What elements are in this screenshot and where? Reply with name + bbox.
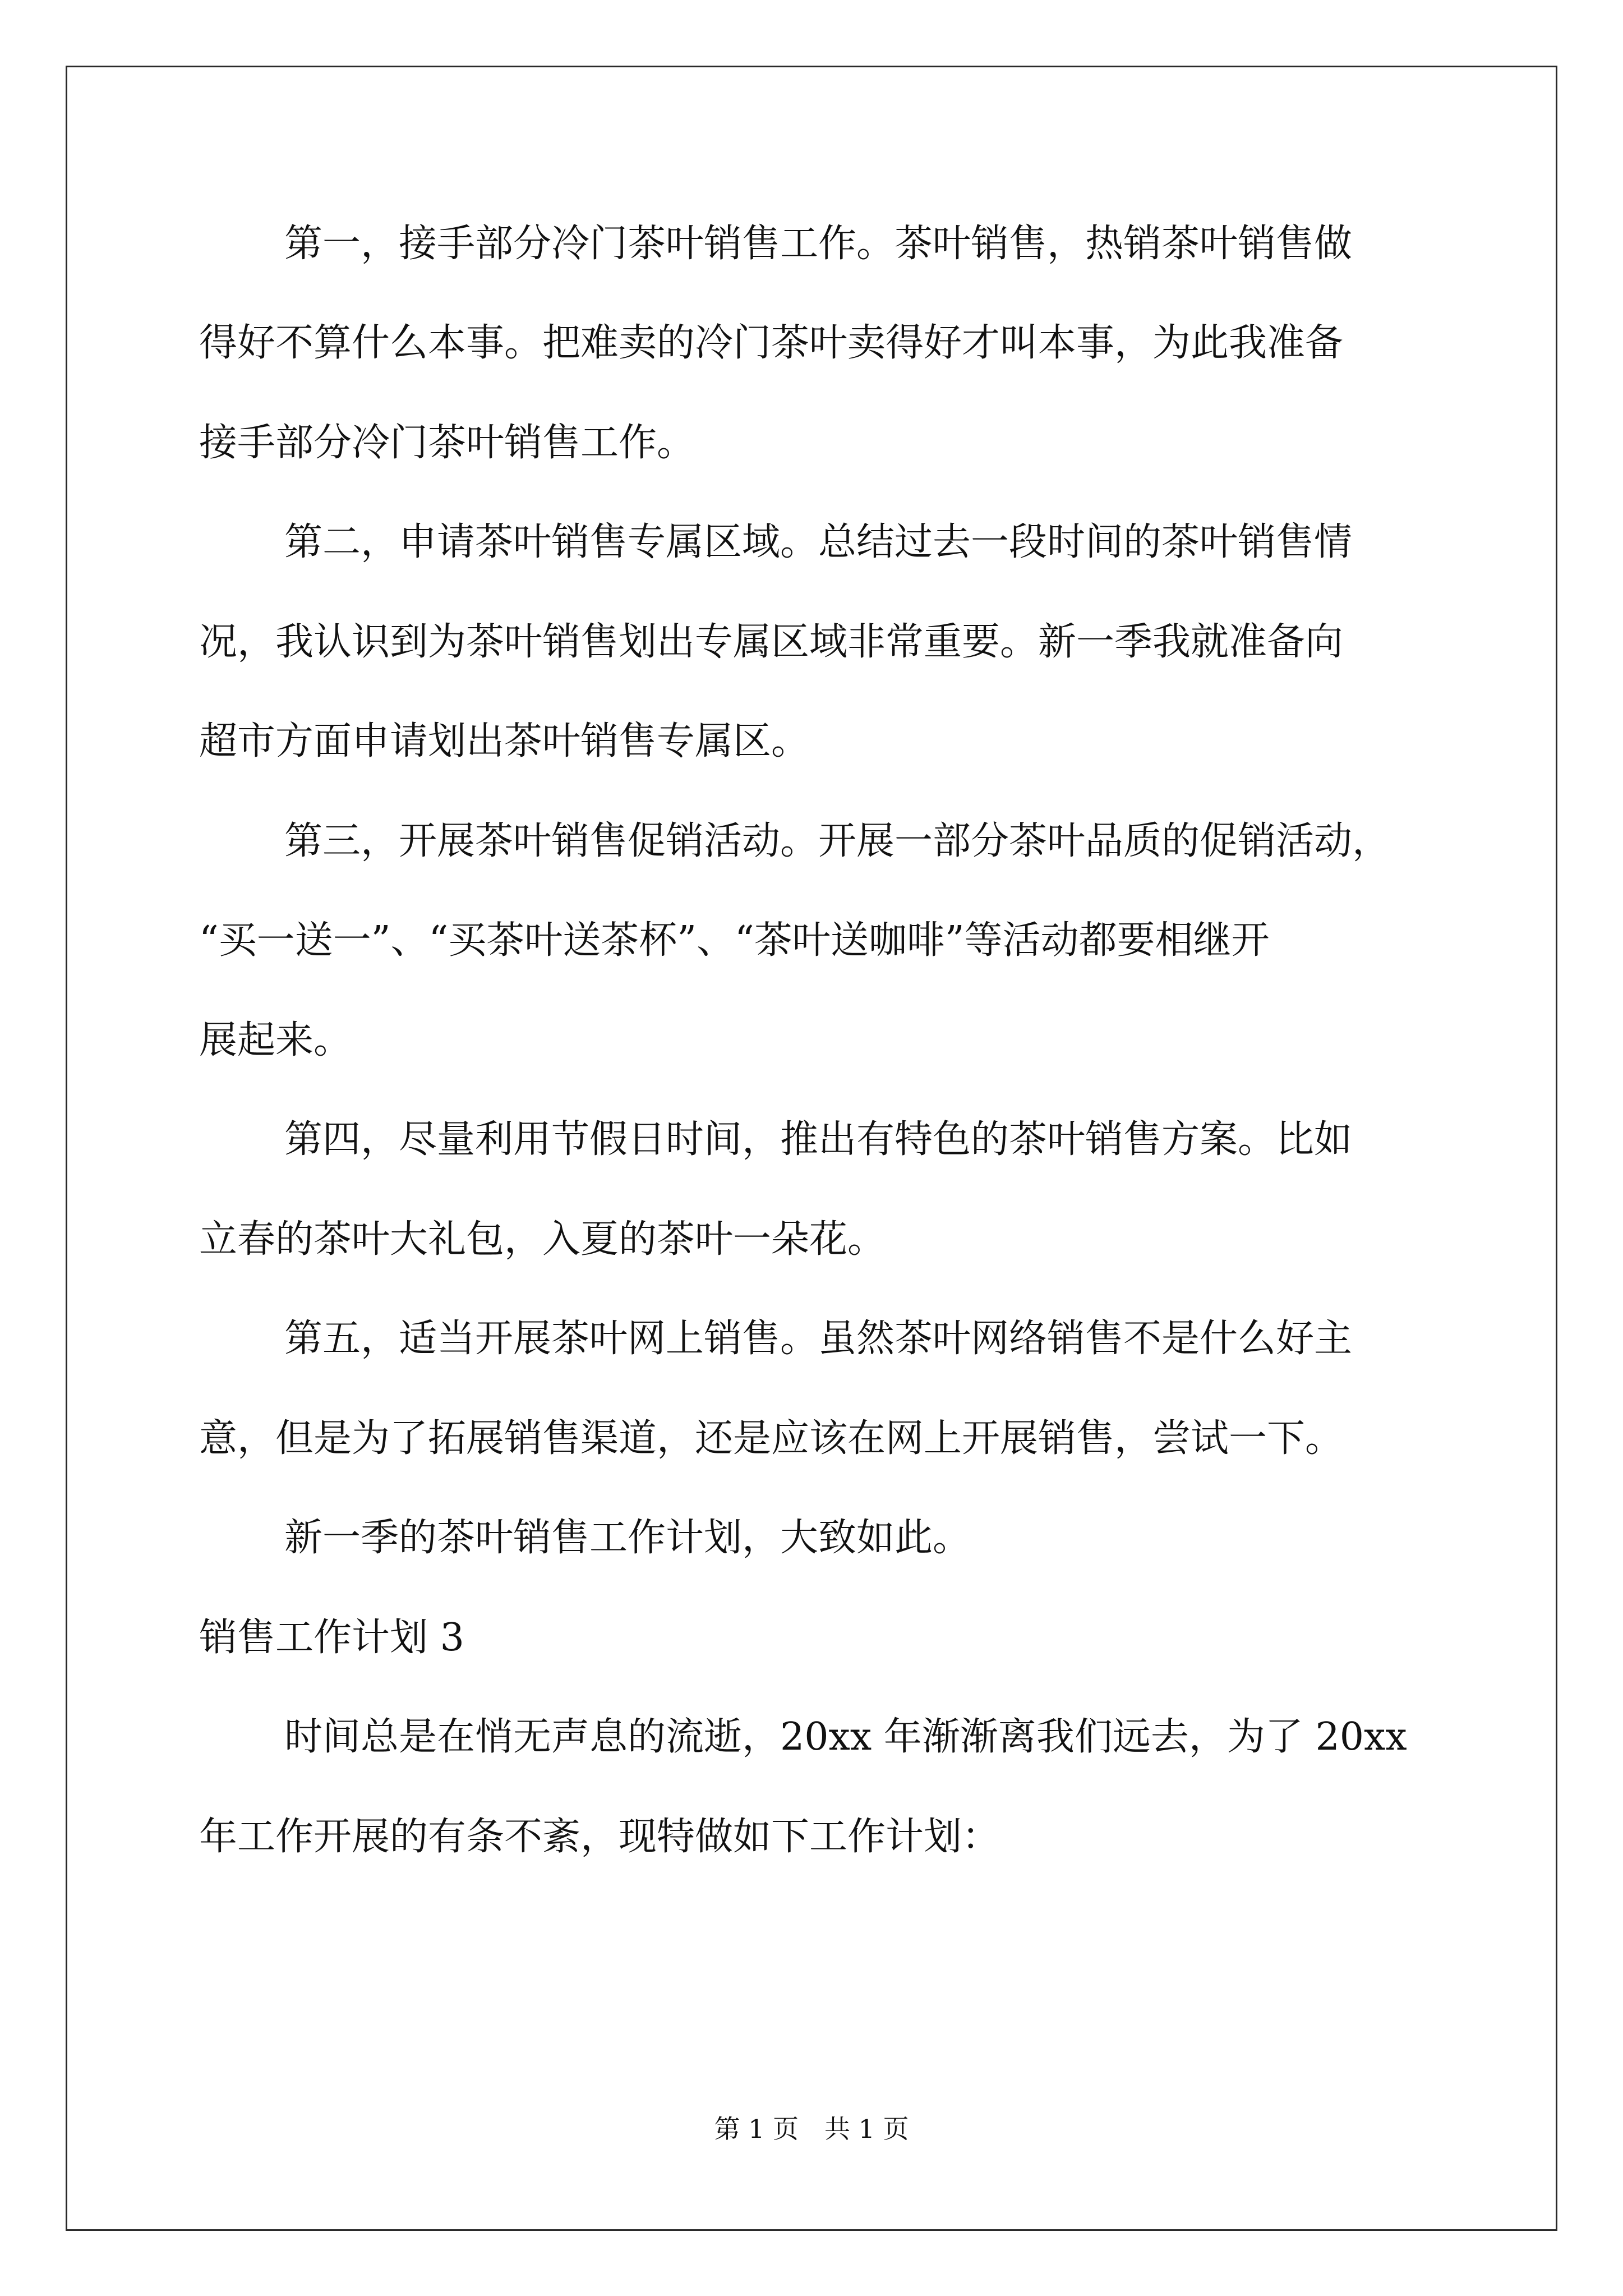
paragraph-4-line-2: 立春的茶叶大礼包，入夏的茶叶一朵花。 [199,1217,886,1262]
paragraph-2-line-2: 况，我认识到为茶叶销售划出专属区域非常重要。新一季我就准备向 [199,620,1344,664]
paragraph-4-line-1: 第四，尽量利用节假日时间，推出有特色的茶叶销售方案。比如 [284,1117,1353,1162]
paragraph-5-line-2: 意，但是为了拓展销售渠道，还是应该在网上开展销售，尝试一下。 [199,1416,1344,1461]
paragraph-6-line-1: 新一季的茶叶销售工作计划，大致如此。 [284,1516,971,1560]
paragraph-2-line-1: 第二，申请茶叶销售专属区域。总结过去一段时间的茶叶销售情 [284,520,1353,564]
paragraph-3-line-3: 展起来。 [199,1018,352,1062]
section-heading: 销售工作计划 3 [199,1616,464,1660]
paragraph-3-line-1: 第三，开展茶叶销售促销活动。开展一部分茶叶品质的促销活动， [284,819,1391,863]
paragraph-2-line-3: 超市方面申请划出茶叶销售专属区。 [199,719,810,763]
paragraph-5-line-1: 第五，适当开展茶叶网上销售。虽然茶叶网络销售不是什么好主 [284,1317,1353,1361]
paragraph-1-line-1: 第一，接手部分冷门茶叶销售工作。茶叶销售，热销茶叶销售做 [284,222,1353,266]
page-number: 第 1 页 共 1 页 [714,2114,909,2144]
paragraph-7-line-2: 年工作开展的有条不紊，现特做如下工作计划： [199,1815,1000,1859]
paragraph-3-line-2: “买一送一”、“买茶叶送茶杯”、“茶叶送咖啡”等活动都要相继开 [199,918,1270,963]
paragraph-1-line-2: 得好不算什么本事。把难卖的冷门茶叶卖得好才叫本事，为此我准备 [199,321,1344,365]
paragraph-1-line-3: 接手部分冷门茶叶销售工作。 [199,421,695,465]
paragraph-7-line-1: 时间总是在悄无声息的流逝，20xx 年渐渐离我们远去，为了 20xx [284,1715,1407,1759]
